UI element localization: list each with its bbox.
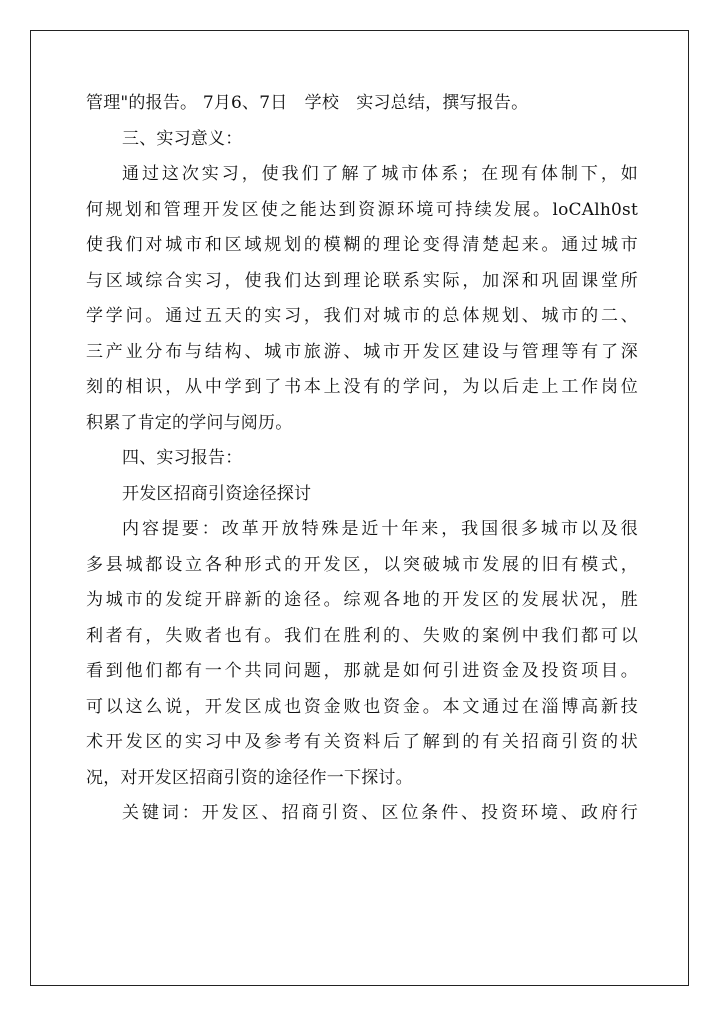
text-line: 何规划和管理开发区使之能达到资源环境可持续发展。loCAlh0st [86,199,638,220]
text-line: 为城市的发绽开辟新的途径。综观各地的开发区的发展状况，胜 [86,590,638,610]
text-line: 术开发区的实习中及参考有关资料后了解到的有关招商引资的状 [86,732,638,752]
text-line: 利者有，失败者也有。我们在胜利的、失败的案例中我们都可以 [86,625,638,646]
keywords-line: 关键词：开发区、招商引资、区位条件、投资环境、政府行 [122,803,638,823]
section-heading-report: 四、实习报告： [122,448,243,468]
text-line: 使我们对城市和区域规划的模糊的理论变得清楚起来。通过城市 [86,235,638,255]
text-line: 三产业分布与结构、城市旅游、城市开发区建设与管理等有了深 [86,341,638,362]
text-line: 管理"的报告。 7月6、7日 学校 实习总结，撰写报告。 [86,93,529,113]
text-line: 可以这么说，开发区成也资金败也资金。本文通过在淄博高新技 [86,696,638,717]
document-body [86,86,638,832]
article-title: 开发区招商引资途径探讨 [122,483,312,504]
text-line: 与区域综合实习，使我们达到理论联系实际，加深和巩固课堂所 [86,270,638,291]
text-line: 多县城都设立各种形式的开发区，以突破城市发展的旧有模式， [86,554,638,575]
text-line: 刻的相识，从中学到了书本上没有的学问，为以后走上工作岗位 [86,377,638,397]
text-line: 况，对开发区招商引资的途径作一下探讨。 [86,767,413,788]
section-heading-significance: 三、实习意义： [122,128,243,149]
text-line: 积累了肯定的学问与阅历。 [86,412,293,433]
text-line: 内容提要：改革开放特殊是近十年来，我国很多城市以及很 [122,519,638,539]
text-line: 通过这次实习，使我们了解了城市体系；在现有体制下，如 [122,164,638,184]
text-line: 看到他们都有一个共同问题，那就是如何引进资金及投资项目。 [86,661,638,681]
text-line: 学学问。通过五天的实习，我们对城市的总体规划、城市的二、 [86,306,638,326]
